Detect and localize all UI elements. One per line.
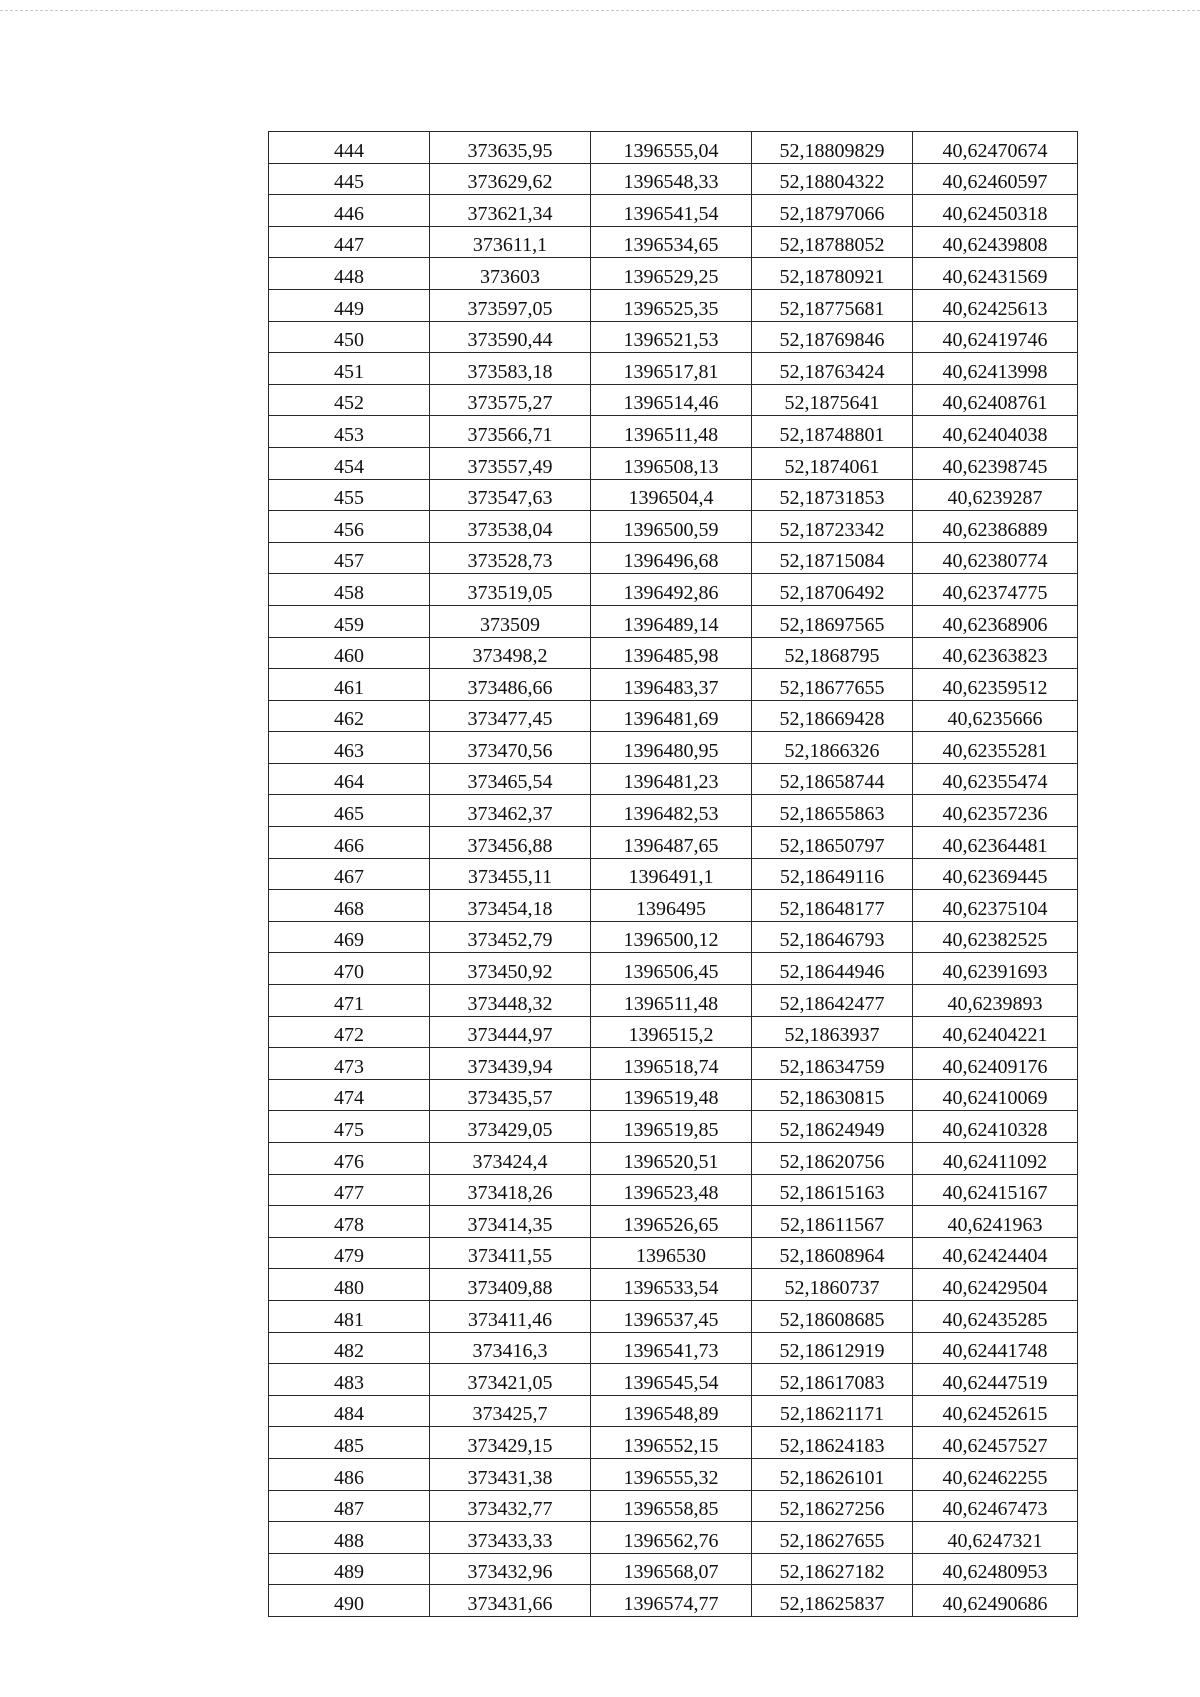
x-coordinate-cell: 373432,96 <box>430 1553 591 1585</box>
table-row <box>269 763 1078 795</box>
y-coordinate-cell: 1396529,25 <box>591 258 752 290</box>
x-coordinate-cell: 373411,55 <box>430 1237 591 1269</box>
longitude-cell: 40,62447519 <box>913 1364 1078 1396</box>
y-coordinate-cell: 1396483,37 <box>591 669 752 701</box>
x-coordinate-cell: 373433,33 <box>430 1522 591 1554</box>
longitude-cell: 40,62404038 <box>913 416 1078 448</box>
y-coordinate-cell: 1396514,46 <box>591 384 752 416</box>
table-row <box>269 542 1078 574</box>
table-row <box>269 1269 1078 1301</box>
longitude-cell: 40,62431569 <box>913 258 1078 290</box>
longitude-cell: 40,62439808 <box>913 226 1078 258</box>
latitude-cell: 52,18658744 <box>752 763 913 795</box>
y-coordinate-cell: 1396518,74 <box>591 1048 752 1080</box>
table-row <box>269 1427 1078 1459</box>
longitude-cell: 40,6241963 <box>913 1206 1078 1238</box>
point-number-cell: 473 <box>269 1048 430 1080</box>
x-coordinate-cell: 373431,66 <box>430 1585 591 1617</box>
longitude-cell: 40,62425613 <box>913 289 1078 321</box>
table-row <box>269 637 1078 669</box>
longitude-cell: 40,62467473 <box>913 1490 1078 1522</box>
latitude-cell: 52,18697565 <box>752 605 913 637</box>
longitude-cell: 40,62364481 <box>913 827 1078 859</box>
x-coordinate-cell: 373477,45 <box>430 700 591 732</box>
x-coordinate-cell: 373416,3 <box>430 1332 591 1364</box>
y-coordinate-cell: 1396555,04 <box>591 132 752 164</box>
point-number-cell: 454 <box>269 447 430 479</box>
longitude-cell: 40,62380774 <box>913 542 1078 574</box>
table-row <box>269 700 1078 732</box>
point-number-cell: 481 <box>269 1300 430 1332</box>
latitude-cell: 52,1875641 <box>752 384 913 416</box>
point-number-cell: 458 <box>269 574 430 606</box>
table-row <box>269 1174 1078 1206</box>
x-coordinate-cell: 373450,92 <box>430 953 591 985</box>
x-coordinate-cell: 373575,27 <box>430 384 591 416</box>
x-coordinate-cell: 373486,66 <box>430 669 591 701</box>
latitude-cell: 52,18731853 <box>752 479 913 511</box>
y-coordinate-cell: 1396523,48 <box>591 1174 752 1206</box>
latitude-cell: 52,18612919 <box>752 1332 913 1364</box>
point-number-cell: 485 <box>269 1427 430 1459</box>
table-row <box>269 226 1078 258</box>
x-coordinate-cell: 373566,71 <box>430 416 591 448</box>
latitude-cell: 52,18646793 <box>752 921 913 953</box>
longitude-cell: 40,62415167 <box>913 1174 1078 1206</box>
point-number-cell: 472 <box>269 1016 430 1048</box>
table-row <box>269 953 1078 985</box>
point-number-cell: 489 <box>269 1553 430 1585</box>
scan-edge-line <box>0 10 1200 11</box>
y-coordinate-cell: 1396504,4 <box>591 479 752 511</box>
y-coordinate-cell: 1396537,45 <box>591 1300 752 1332</box>
point-number-cell: 455 <box>269 479 430 511</box>
y-coordinate-cell: 1396515,2 <box>591 1016 752 1048</box>
longitude-cell: 40,6247321 <box>913 1522 1078 1554</box>
table-row <box>269 1079 1078 1111</box>
longitude-cell: 40,62410069 <box>913 1079 1078 1111</box>
x-coordinate-cell: 373462,37 <box>430 795 591 827</box>
table-row <box>269 1111 1078 1143</box>
longitude-cell: 40,62391693 <box>913 953 1078 985</box>
y-coordinate-cell: 1396526,65 <box>591 1206 752 1238</box>
table-row <box>269 195 1078 227</box>
latitude-cell: 52,18748801 <box>752 416 913 448</box>
y-coordinate-cell: 1396487,65 <box>591 827 752 859</box>
table-row <box>269 985 1078 1017</box>
point-number-cell: 487 <box>269 1490 430 1522</box>
longitude-cell: 40,62419746 <box>913 321 1078 353</box>
x-coordinate-cell: 373409,88 <box>430 1269 591 1301</box>
y-coordinate-cell: 1396520,51 <box>591 1143 752 1175</box>
y-coordinate-cell: 1396574,77 <box>591 1585 752 1617</box>
latitude-cell: 52,18611567 <box>752 1206 913 1238</box>
longitude-cell: 40,62462255 <box>913 1458 1078 1490</box>
point-number-cell: 465 <box>269 795 430 827</box>
longitude-cell: 40,62363823 <box>913 637 1078 669</box>
coordinate-table-body <box>269 132 1078 1617</box>
y-coordinate-cell: 1396500,12 <box>591 921 752 953</box>
table-row <box>269 1048 1078 1080</box>
x-coordinate-cell: 373429,05 <box>430 1111 591 1143</box>
latitude-cell: 52,1866326 <box>752 732 913 764</box>
latitude-cell: 52,1868795 <box>752 637 913 669</box>
longitude-cell: 40,62369445 <box>913 858 1078 890</box>
latitude-cell: 52,18630815 <box>752 1079 913 1111</box>
longitude-cell: 40,62424404 <box>913 1237 1078 1269</box>
y-coordinate-cell: 1396500,59 <box>591 511 752 543</box>
x-coordinate-cell: 373421,05 <box>430 1364 591 1396</box>
table-row <box>269 1490 1078 1522</box>
point-number-cell: 478 <box>269 1206 430 1238</box>
table-row <box>269 1458 1078 1490</box>
x-coordinate-cell: 373470,56 <box>430 732 591 764</box>
x-coordinate-cell: 373465,54 <box>430 763 591 795</box>
longitude-cell: 40,62460597 <box>913 163 1078 195</box>
longitude-cell: 40,62441748 <box>913 1332 1078 1364</box>
latitude-cell: 52,18617083 <box>752 1364 913 1396</box>
x-coordinate-cell: 373603 <box>430 258 591 290</box>
longitude-cell: 40,62470674 <box>913 132 1078 164</box>
coordinate-table <box>268 131 1078 1617</box>
latitude-cell: 52,18706492 <box>752 574 913 606</box>
x-coordinate-cell: 373547,63 <box>430 479 591 511</box>
longitude-cell: 40,62429504 <box>913 1269 1078 1301</box>
y-coordinate-cell: 1396495 <box>591 890 752 922</box>
x-coordinate-cell: 373429,15 <box>430 1427 591 1459</box>
point-number-cell: 444 <box>269 132 430 164</box>
y-coordinate-cell: 1396555,32 <box>591 1458 752 1490</box>
latitude-cell: 52,18650797 <box>752 827 913 859</box>
point-number-cell: 451 <box>269 353 430 385</box>
point-number-cell: 476 <box>269 1143 430 1175</box>
point-number-cell: 474 <box>269 1079 430 1111</box>
x-coordinate-cell: 373411,46 <box>430 1300 591 1332</box>
latitude-cell: 52,18655863 <box>752 795 913 827</box>
table-row <box>269 511 1078 543</box>
point-number-cell: 483 <box>269 1364 430 1396</box>
y-coordinate-cell: 1396519,48 <box>591 1079 752 1111</box>
table-row <box>269 827 1078 859</box>
longitude-cell: 40,62480953 <box>913 1553 1078 1585</box>
y-coordinate-cell: 1396491,1 <box>591 858 752 890</box>
point-number-cell: 463 <box>269 732 430 764</box>
latitude-cell: 52,18627182 <box>752 1553 913 1585</box>
x-coordinate-cell: 373456,88 <box>430 827 591 859</box>
table-row <box>269 1395 1078 1427</box>
table-row <box>269 1364 1078 1396</box>
y-coordinate-cell: 1396482,53 <box>591 795 752 827</box>
longitude-cell: 40,62374775 <box>913 574 1078 606</box>
table-row <box>269 1332 1078 1364</box>
x-coordinate-cell: 373538,04 <box>430 511 591 543</box>
point-number-cell: 480 <box>269 1269 430 1301</box>
latitude-cell: 52,18648177 <box>752 890 913 922</box>
latitude-cell: 52,18624949 <box>752 1111 913 1143</box>
table-row <box>269 1553 1078 1585</box>
y-coordinate-cell: 1396485,98 <box>591 637 752 669</box>
x-coordinate-cell: 373519,05 <box>430 574 591 606</box>
point-number-cell: 479 <box>269 1237 430 1269</box>
x-coordinate-cell: 373590,44 <box>430 321 591 353</box>
y-coordinate-cell: 1396562,76 <box>591 1522 752 1554</box>
latitude-cell: 52,18608964 <box>752 1237 913 1269</box>
point-number-cell: 452 <box>269 384 430 416</box>
longitude-cell: 40,62410328 <box>913 1111 1078 1143</box>
point-number-cell: 470 <box>269 953 430 985</box>
x-coordinate-cell: 373597,05 <box>430 289 591 321</box>
point-number-cell: 446 <box>269 195 430 227</box>
longitude-cell: 40,62452615 <box>913 1395 1078 1427</box>
y-coordinate-cell: 1396506,45 <box>591 953 752 985</box>
longitude-cell: 40,62435285 <box>913 1300 1078 1332</box>
longitude-cell: 40,62355474 <box>913 763 1078 795</box>
x-coordinate-cell: 373424,4 <box>430 1143 591 1175</box>
latitude-cell: 52,18715084 <box>752 542 913 574</box>
table-row <box>269 795 1078 827</box>
table-row <box>269 921 1078 953</box>
y-coordinate-cell: 1396545,54 <box>591 1364 752 1396</box>
y-coordinate-cell: 1396541,54 <box>591 195 752 227</box>
table-row <box>269 1300 1078 1332</box>
latitude-cell: 52,1860737 <box>752 1269 913 1301</box>
x-coordinate-cell: 373557,49 <box>430 447 591 479</box>
longitude-cell: 40,62368906 <box>913 605 1078 637</box>
x-coordinate-cell: 373583,18 <box>430 353 591 385</box>
longitude-cell: 40,62375104 <box>913 890 1078 922</box>
y-coordinate-cell: 1396534,65 <box>591 226 752 258</box>
latitude-cell: 52,18626101 <box>752 1458 913 1490</box>
y-coordinate-cell: 1396511,48 <box>591 416 752 448</box>
x-coordinate-cell: 373439,94 <box>430 1048 591 1080</box>
longitude-cell: 40,62411092 <box>913 1143 1078 1175</box>
point-number-cell: 486 <box>269 1458 430 1490</box>
table-row <box>269 289 1078 321</box>
latitude-cell: 52,18615163 <box>752 1174 913 1206</box>
table-row <box>269 163 1078 195</box>
table-row <box>269 321 1078 353</box>
point-number-cell: 445 <box>269 163 430 195</box>
table-row <box>269 447 1078 479</box>
point-number-cell: 447 <box>269 226 430 258</box>
latitude-cell: 52,18627655 <box>752 1522 913 1554</box>
point-number-cell: 482 <box>269 1332 430 1364</box>
latitude-cell: 52,18669428 <box>752 700 913 732</box>
x-coordinate-cell: 373611,1 <box>430 226 591 258</box>
point-number-cell: 469 <box>269 921 430 953</box>
y-coordinate-cell: 1396552,15 <box>591 1427 752 1459</box>
point-number-cell: 449 <box>269 289 430 321</box>
longitude-cell: 40,62359512 <box>913 669 1078 701</box>
point-number-cell: 484 <box>269 1395 430 1427</box>
latitude-cell: 52,18627256 <box>752 1490 913 1522</box>
y-coordinate-cell: 1396492,86 <box>591 574 752 606</box>
latitude-cell: 52,18809829 <box>752 132 913 164</box>
latitude-cell: 52,18797066 <box>752 195 913 227</box>
y-coordinate-cell: 1396481,23 <box>591 763 752 795</box>
longitude-cell: 40,62398745 <box>913 447 1078 479</box>
point-number-cell: 457 <box>269 542 430 574</box>
y-coordinate-cell: 1396481,69 <box>591 700 752 732</box>
table-row <box>269 1237 1078 1269</box>
y-coordinate-cell: 1396548,33 <box>591 163 752 195</box>
latitude-cell: 52,18723342 <box>752 511 913 543</box>
table-row <box>269 574 1078 606</box>
latitude-cell: 52,18780921 <box>752 258 913 290</box>
point-number-cell: 468 <box>269 890 430 922</box>
table-row <box>269 858 1078 890</box>
latitude-cell: 52,18788052 <box>752 226 913 258</box>
latitude-cell: 52,18649116 <box>752 858 913 890</box>
longitude-cell: 40,62357236 <box>913 795 1078 827</box>
point-number-cell: 448 <box>269 258 430 290</box>
table-row <box>269 669 1078 701</box>
y-coordinate-cell: 1396489,14 <box>591 605 752 637</box>
x-coordinate-cell: 373418,26 <box>430 1174 591 1206</box>
x-coordinate-cell: 373528,73 <box>430 542 591 574</box>
y-coordinate-cell: 1396533,54 <box>591 1269 752 1301</box>
x-coordinate-cell: 373621,34 <box>430 195 591 227</box>
table-row <box>269 1585 1078 1617</box>
latitude-cell: 52,18634759 <box>752 1048 913 1080</box>
latitude-cell: 52,1863937 <box>752 1016 913 1048</box>
y-coordinate-cell: 1396568,07 <box>591 1553 752 1585</box>
x-coordinate-cell: 373432,77 <box>430 1490 591 1522</box>
longitude-cell: 40,62404221 <box>913 1016 1078 1048</box>
x-coordinate-cell: 373509 <box>430 605 591 637</box>
latitude-cell: 52,18624183 <box>752 1427 913 1459</box>
point-number-cell: 453 <box>269 416 430 448</box>
table-row <box>269 258 1078 290</box>
table-row <box>269 384 1078 416</box>
latitude-cell: 52,18642477 <box>752 985 913 1017</box>
latitude-cell: 52,1874061 <box>752 447 913 479</box>
longitude-cell: 40,62386889 <box>913 511 1078 543</box>
y-coordinate-cell: 1396496,68 <box>591 542 752 574</box>
longitude-cell: 40,62413998 <box>913 353 1078 385</box>
point-number-cell: 467 <box>269 858 430 890</box>
point-number-cell: 471 <box>269 985 430 1017</box>
point-number-cell: 466 <box>269 827 430 859</box>
x-coordinate-cell: 373414,35 <box>430 1206 591 1238</box>
table-row <box>269 890 1078 922</box>
point-number-cell: 460 <box>269 637 430 669</box>
point-number-cell: 450 <box>269 321 430 353</box>
longitude-cell: 40,62408761 <box>913 384 1078 416</box>
point-number-cell: 475 <box>269 1111 430 1143</box>
longitude-cell: 40,62490686 <box>913 1585 1078 1617</box>
longitude-cell: 40,6239893 <box>913 985 1078 1017</box>
y-coordinate-cell: 1396480,95 <box>591 732 752 764</box>
x-coordinate-cell: 373454,18 <box>430 890 591 922</box>
latitude-cell: 52,18620756 <box>752 1143 913 1175</box>
x-coordinate-cell: 373431,38 <box>430 1458 591 1490</box>
latitude-cell: 52,18608685 <box>752 1300 913 1332</box>
x-coordinate-cell: 373448,32 <box>430 985 591 1017</box>
latitude-cell: 52,18804322 <box>752 163 913 195</box>
longitude-cell: 40,62409176 <box>913 1048 1078 1080</box>
latitude-cell: 52,18769846 <box>752 321 913 353</box>
y-coordinate-cell: 1396541,73 <box>591 1332 752 1364</box>
y-coordinate-cell: 1396530 <box>591 1237 752 1269</box>
y-coordinate-cell: 1396519,85 <box>591 1111 752 1143</box>
latitude-cell: 52,18644946 <box>752 953 913 985</box>
longitude-cell: 40,6239287 <box>913 479 1078 511</box>
longitude-cell: 40,62450318 <box>913 195 1078 227</box>
x-coordinate-cell: 373635,95 <box>430 132 591 164</box>
latitude-cell: 52,18625837 <box>752 1585 913 1617</box>
x-coordinate-cell: 373425,7 <box>430 1395 591 1427</box>
latitude-cell: 52,18621171 <box>752 1395 913 1427</box>
table-row <box>269 1016 1078 1048</box>
table-row <box>269 605 1078 637</box>
table-row <box>269 1522 1078 1554</box>
point-number-cell: 464 <box>269 763 430 795</box>
point-number-cell: 462 <box>269 700 430 732</box>
x-coordinate-cell: 373444,97 <box>430 1016 591 1048</box>
y-coordinate-cell: 1396558,85 <box>591 1490 752 1522</box>
point-number-cell: 459 <box>269 605 430 637</box>
point-number-cell: 488 <box>269 1522 430 1554</box>
y-coordinate-cell: 1396548,89 <box>591 1395 752 1427</box>
table-row <box>269 1143 1078 1175</box>
point-number-cell: 490 <box>269 1585 430 1617</box>
latitude-cell: 52,18763424 <box>752 353 913 385</box>
point-number-cell: 477 <box>269 1174 430 1206</box>
table-row <box>269 416 1078 448</box>
table-row <box>269 732 1078 764</box>
latitude-cell: 52,18775681 <box>752 289 913 321</box>
x-coordinate-cell: 373435,57 <box>430 1079 591 1111</box>
y-coordinate-cell: 1396525,35 <box>591 289 752 321</box>
x-coordinate-cell: 373629,62 <box>430 163 591 195</box>
y-coordinate-cell: 1396521,53 <box>591 321 752 353</box>
longitude-cell: 40,62355281 <box>913 732 1078 764</box>
x-coordinate-cell: 373498,2 <box>430 637 591 669</box>
longitude-cell: 40,62382525 <box>913 921 1078 953</box>
x-coordinate-cell: 373455,11 <box>430 858 591 890</box>
y-coordinate-cell: 1396517,81 <box>591 353 752 385</box>
longitude-cell: 40,62457527 <box>913 1427 1078 1459</box>
y-coordinate-cell: 1396511,48 <box>591 985 752 1017</box>
x-coordinate-cell: 373452,79 <box>430 921 591 953</box>
table-row <box>269 132 1078 164</box>
latitude-cell: 52,18677655 <box>752 669 913 701</box>
longitude-cell: 40,6235666 <box>913 700 1078 732</box>
y-coordinate-cell: 1396508,13 <box>591 447 752 479</box>
point-number-cell: 456 <box>269 511 430 543</box>
table-row <box>269 353 1078 385</box>
table-row <box>269 1206 1078 1238</box>
table-row <box>269 479 1078 511</box>
point-number-cell: 461 <box>269 669 430 701</box>
